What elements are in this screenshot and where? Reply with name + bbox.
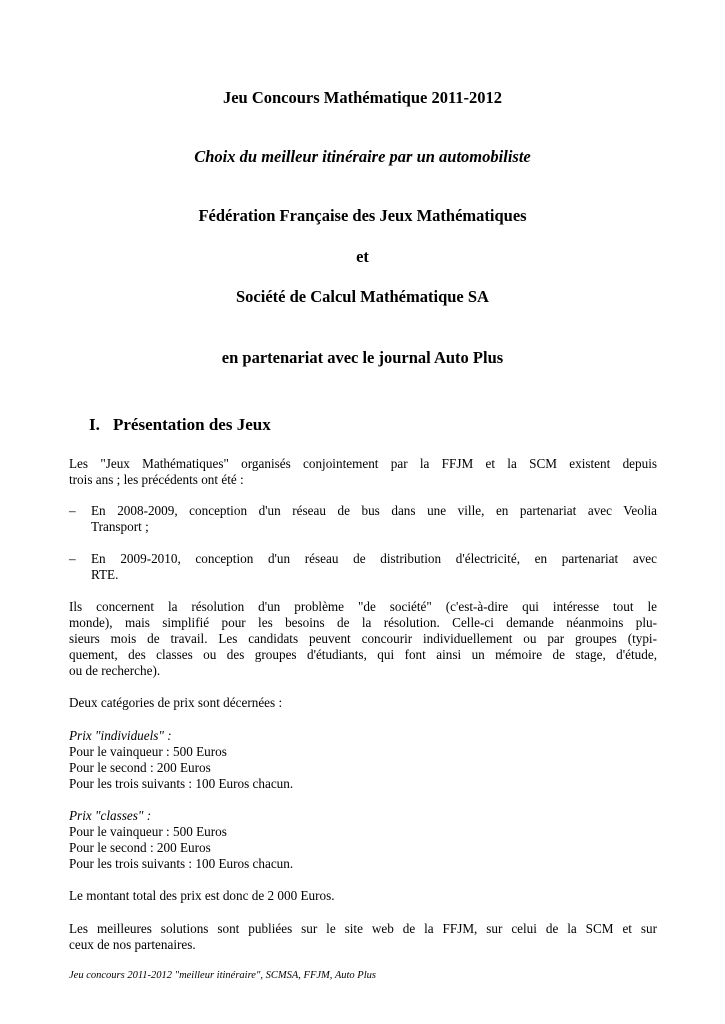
list-item-line: RTE. <box>91 567 119 582</box>
paragraph-line: sieurs mois de travail. Les candidats peuvent concourir individuellement ou par groupes (typi- <box>69 631 657 646</box>
partnership-line: en partenariat avec le journal Auto Plus <box>221 348 504 367</box>
intro-paragraph <box>69 456 657 488</box>
prize-line: Pour le second : 200 Euros <box>69 840 211 855</box>
paragraph-line: Les meilleures solutions sont publiées sur le site web de la FFJM, sur celui de la SCM et sur <box>69 921 657 936</box>
prize-line: Pour le vainqueur : 500 Euros <box>69 824 227 839</box>
section-title: Présentation des Jeux <box>113 415 271 434</box>
organization-ffjm: Fédération Française des Jeux Mathématiques <box>198 206 527 225</box>
prize-line: Pour le second : 200 Euros <box>69 760 211 775</box>
prize-line: Pour le vainqueur : 500 Euros <box>69 744 227 759</box>
total-line <box>69 888 335 904</box>
paragraph-line: Les "Jeux Mathématiques" organisés conjointement par la FFJM et la SCM existent depuis <box>69 456 657 471</box>
paragraph-line: Ils concernent la résolution d'un problème "de société" (c'est-à-dire qui intéresse tout le <box>69 599 657 614</box>
list-item-line: En 2008-2009, conception d'un réseau de bus dans une ville, en partenariat avec Veolia <box>91 503 657 518</box>
list-item-line: En 2009-2010, conception d'un réseau de distribution d'électricité, en partenariat avec <box>91 551 657 566</box>
prizes-classes-heading: Prix "classes" : <box>69 808 152 823</box>
paragraph-line: trois ans ; les précédents ont été : <box>69 472 244 487</box>
dash-bullet: – <box>69 551 76 566</box>
prizes-individual-block <box>69 728 293 792</box>
list-item-line: Transport ; <box>91 519 149 534</box>
paragraph-line: ceux de nos partenaires. <box>69 937 196 952</box>
concern-paragraph <box>69 599 657 679</box>
prizes-intro-text: Deux catégories de prix sont décernées : <box>69 695 283 710</box>
publication-paragraph <box>69 921 657 953</box>
prizes-classes-block <box>69 808 293 872</box>
organization-scm: Société de Calcul Mathématique SA <box>236 287 489 306</box>
section-number: I. <box>89 415 100 434</box>
section-heading <box>89 415 271 435</box>
paragraph-line: monde), mais simplifié pour les besoins de la résolution. Celle-ci demande néanmoins plu- <box>69 615 657 630</box>
page-footer: Jeu concours 2011-2012 "meilleur itinéraire", SCMSA, FFJM, Auto Plus <box>69 970 376 981</box>
prizes-individual-heading: Prix "individuels" : <box>69 728 172 743</box>
prize-line: Pour les trois suivants : 100 Euros chacun. <box>69 776 294 791</box>
paragraph-line: ou de recherche). <box>69 663 161 678</box>
prize-line: Pour les trois suivants : 100 Euros chacun. <box>69 856 294 871</box>
document-subtitle: Choix du meilleur itinéraire par un automobiliste <box>194 147 531 166</box>
document-title: Jeu Concours Mathématique 2011-2012 <box>222 88 503 107</box>
total-text: Le montant total des prix est donc de 2 000 Euros. <box>69 888 335 903</box>
dash-bullet: – <box>69 503 76 518</box>
prizes-intro <box>69 695 282 711</box>
paragraph-line: quement, des classes ou des groupes d'étudiants, qui font ainsi un mémoire de stage, d'étude, <box>69 647 657 662</box>
conjunction-et: et <box>356 247 369 266</box>
